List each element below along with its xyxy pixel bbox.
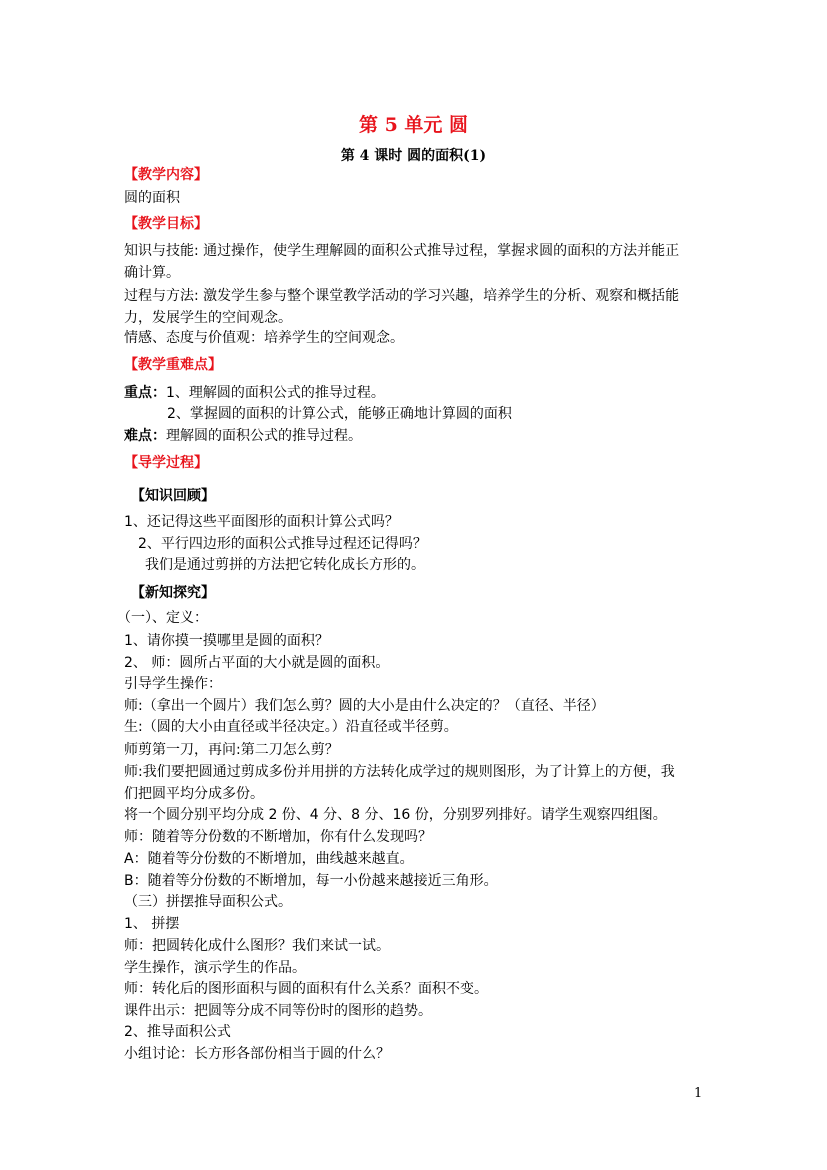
difficulty	[124, 425, 362, 447]
explore-line-3: 2、 师：圆所占平面的大小就是圆的面积。	[124, 655, 390, 671]
review-1: 1、还记得这些平面图形的面积计算公式吗？	[124, 514, 399, 530]
explore-heading: 【新知探究】	[131, 585, 215, 601]
goal-1a: 知识与技能: 通过操作，使学生理解圆的面积公式推导过程，掌握求圆的面积的方法并能正	[124, 243, 680, 259]
explore-line-2: 1、请你摸一摸哪里是圆的面积？	[124, 633, 329, 649]
review-3: 我们是通过剪拼的方法把它转化成长方形的。	[145, 557, 425, 573]
unit-title: 第 5 单元 圆	[358, 114, 469, 136]
explore-line-4: 引导学生操作：	[124, 676, 222, 692]
explore-line-19: 课件出示：把圆等分成不同等份时的图形的趋势。	[124, 1003, 432, 1019]
process-heading: 【导学过程】	[124, 455, 208, 471]
review-2: 2、平行四边形的面积公式推导过程还记得吗？	[138, 536, 427, 552]
content-text: 圆的面积	[124, 190, 180, 206]
explore-line-13: B：随着等分份数的不断增加，每一小份越来越接近三角形。	[124, 873, 498, 889]
explore-line-15: 1、 拼摆	[124, 916, 180, 932]
explore-line-1: （一）、定义：	[117, 610, 208, 626]
page-number: 1	[694, 1086, 703, 1101]
explore-line-6: 生:（圆的大小由直径或半径决定。）沿直径或半径剪。	[124, 719, 458, 735]
explore-line-10: 将一个圆分别平均分成 2 份、4 分、8 分、16 份，分别罗列排好。请学生观察四组图。	[124, 807, 667, 823]
key-point-1	[124, 382, 385, 404]
explore-line-8: 师:我们要把圆通过剪成多份并用拼的方法转化成学过的规则图形，为了计算上的方便，我	[124, 764, 675, 780]
goal-1b: 确计算。	[124, 265, 180, 281]
key-label: 重点：	[124, 385, 166, 401]
lesson-subtitle: 第 4 课时 圆的面积(1)	[340, 148, 487, 164]
explore-line-12: A：随着等分份数的不断增加，曲线越来越直。	[124, 851, 414, 867]
explore-line-14: （三）拼摆推导面积公式。	[124, 894, 292, 910]
explore-line-20: 2、推导面积公式	[124, 1024, 231, 1040]
goals-heading: 【教学目标】	[124, 216, 208, 232]
key-point-2: 2、掌握圆的面积的计算公式，能够正确地计算圆的面积	[167, 406, 512, 422]
goal-3: 情感、态度与价值观：培养学生的空间观念。	[124, 330, 404, 346]
difficulty-label: 难点：	[124, 428, 166, 444]
explore-line-5: 师:（拿出一个圆片）我们怎么剪？圆的大小是由什么决定的？（直径、半径）	[124, 698, 605, 714]
explore-line-17: 学生操作，演示学生的作品。	[124, 960, 306, 976]
key-1-text: 1、理解圆的面积公式的推导过程。	[166, 385, 385, 401]
explore-line-11: 师：随着等分份数的不断增加，你有什么发现吗？	[124, 829, 432, 845]
goal-2a: 过程与方法: 激发学生参与整个课堂教学活动的学习兴趣，培养学生的分析、观察和概括能	[124, 288, 680, 304]
explore-line-18: 师：转化后的图形面积与圆的面积有什么关系？面积不变。	[124, 981, 488, 997]
explore-line-9: 们把圆平均分成多份。	[124, 786, 264, 802]
explore-line-7: 师剪第一刀，再问:第二刀怎么剪？	[124, 742, 339, 758]
explore-line-16: 师：把圆转化成什么图形？我们来试一试。	[124, 938, 390, 954]
key-heading: 【教学重难点】	[124, 357, 222, 373]
explore-line-21: 小组讨论：长方形各部份相当于圆的什么？	[124, 1046, 390, 1062]
goal-2b: 力，发展学生的空间观念。	[124, 310, 292, 326]
review-heading: 【知识回顾】	[131, 488, 215, 504]
difficulty-text: 理解圆的面积公式的推导过程。	[166, 428, 362, 444]
content-heading: 【教学内容】	[124, 167, 208, 183]
